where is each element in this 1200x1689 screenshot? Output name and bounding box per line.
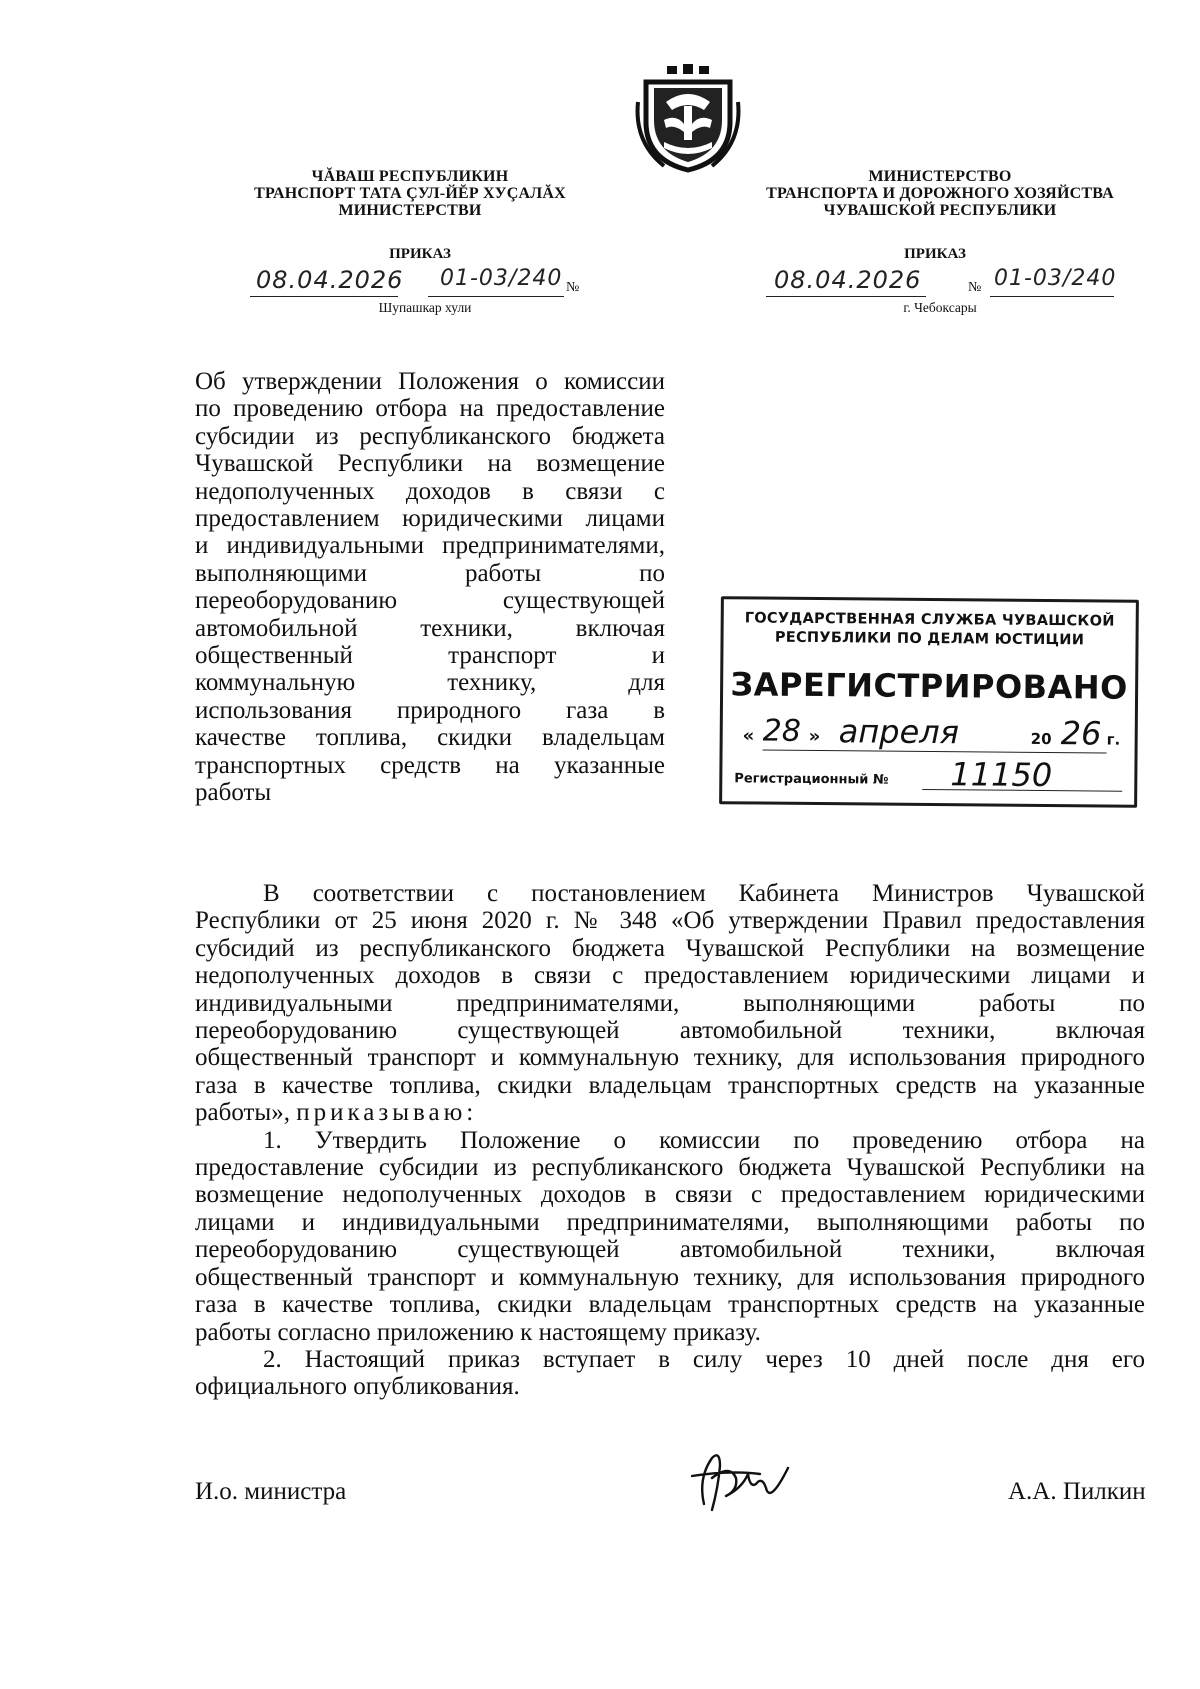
title-line: качестве топлива, скидки владельцам [195, 724, 665, 752]
body-line: индивидуальными предпринимателями, выполняющими работы по [195, 989, 1145, 1017]
title-line: коммунальную технику, для [195, 669, 665, 697]
header-right-line: ТРАНСПОРТА И ДОРОЖНОГО ХОЗЯЙСТВА [766, 185, 1114, 202]
body-line: 2. Настоящий приказ вступает в силу через 10 дней после дня его [263, 1345, 1145, 1373]
order-label-left: ПРИКАЗ [389, 246, 451, 262]
number-underline [990, 296, 1114, 297]
title-line: Об утверждении Положения о комиссии [195, 368, 665, 395]
stamp-day-handwritten: 28 [762, 713, 802, 749]
stamp-quote-close: » [808, 725, 821, 748]
header-left-line: ТРАНСПОРТ ТАТА ÇУЛ-ЙĔР ХУÇАЛĂХ [254, 185, 566, 202]
title-line: общественный транспорт и [195, 642, 665, 670]
body-line: работы согласно приложению к настоящему приказу. [195, 1318, 761, 1346]
body-line: газа в качестве топлива, скидки владельцам транспортных средств на указанные [195, 1291, 1145, 1319]
title-line: недополученных доходов в связи с [195, 477, 665, 505]
title-line: по проведению отбора на предоставление [195, 395, 665, 423]
stamp-year-mark: г. [1106, 730, 1121, 749]
title-line: Чувашской Республики на возмещение [195, 450, 665, 478]
stamp-agency-line: РЕСПУБЛИКИ ПО ДЕЛАМ ЮСТИЦИИ [774, 629, 1085, 649]
registration-stamp [719, 596, 1139, 808]
title-line: автомобильной техники, включая [195, 614, 665, 642]
body-line: переоборудованию существующей автомобильной техники, включая [195, 1017, 1145, 1045]
signatory-position: И.о. министра [195, 1478, 347, 1505]
order-number-right-handwritten: 01-03/240 [994, 266, 1117, 291]
body-line: Республики от 25 июня 2020 г. № 348 «Об утверждении Правил предоставления [195, 907, 1145, 935]
title-line: субсидии из республиканского бюджета [195, 422, 665, 450]
header-left-line: МИНИСТЕРСТВИ [338, 202, 482, 219]
body-text: работы», [195, 1099, 290, 1127]
stamp-year-prefix: 20 [1030, 729, 1052, 749]
body-line: общественный транспорт и коммунальную технику, для использования природного [195, 1263, 1145, 1291]
date-underline [766, 296, 926, 297]
title-line: транспортных средств на указанные [195, 751, 665, 779]
title-line: выполняющими работы по [195, 559, 665, 587]
stamp-quote-open: « [742, 725, 755, 747]
stamp-agency [723, 609, 1135, 651]
header-left-line: ЧĂВАШ РЕСПУБЛИКИН [311, 168, 509, 185]
body-line: субсидий из республиканского бюджета Чувашской Республики на возмещение [195, 934, 1145, 962]
number-underline [428, 296, 564, 297]
prikazyvayu-word: приказываю: [296, 1099, 478, 1127]
date-underline [250, 296, 398, 297]
body-line: 1. Утвердить Положение о комиссии по проведению отбора на [263, 1126, 1145, 1154]
signatory-name: А.А. Пилкин [1008, 1478, 1146, 1505]
header-left-chuvash [200, 168, 620, 219]
stamp-reg-label: Регистрационный № [734, 771, 889, 788]
body-line: недополученных доходов в связи с предоставлением юридическими лицами и [195, 962, 1145, 990]
handwritten-signature [690, 1448, 800, 1518]
header-right-line: ЧУВАШСКОЙ РЕСПУБЛИКИ [823, 202, 1057, 219]
place-left: Шупашкар хули [378, 300, 472, 315]
header-right-russian [720, 168, 1160, 219]
stamp-status: ЗАРЕГИСТРИРОВАНО [730, 665, 1128, 707]
body-line: переоборудованию существующей автомобильной техники, включая [195, 1236, 1145, 1264]
title-line: работы [195, 779, 272, 807]
body-line: предоставление субсидии из республиканского бюджета Чувашской Республики на [195, 1154, 1145, 1182]
body-line: лицами и индивидуальными предпринимателями, выполняющими работы по [195, 1208, 1145, 1236]
stamp-date-underline [763, 750, 1107, 754]
body-line: общественный транспорт и коммунальную технику, для использования природного [195, 1044, 1145, 1072]
body-line: газа в качестве топлива, скидки владельцам транспортных средств на указанные [195, 1071, 1145, 1099]
header-right-line: МИНИСТЕРСТВО [868, 168, 1012, 185]
document-title [195, 368, 665, 807]
stamp-agency-line: ГОСУДАРСТВЕННАЯ СЛУЖБА ЧУВАШСКОЙ [744, 610, 1115, 630]
title-line: и индивидуальными предпринимателями, [195, 532, 665, 560]
number-sign-right: № [968, 280, 982, 295]
chuvash-republic-emblem [634, 62, 742, 174]
order-date-left-handwritten: 08.04.2026 [256, 266, 404, 294]
body-line: В соответствии с постановлением Кабинета Министров Чувашской [263, 880, 1145, 907]
order-number-left-handwritten: 01-03/240 [440, 266, 563, 291]
place-right: г. Чебоксары [903, 300, 977, 315]
body-line: возмещение недополученных доходов в связи с предоставлением юридическими [195, 1181, 1145, 1209]
title-line: переоборудованию существующей [195, 587, 665, 615]
body-line [195, 1099, 1145, 1126]
order-date-right-handwritten: 08.04.2026 [774, 266, 922, 294]
title-line: использования природного газа в [195, 696, 665, 724]
stamp-reg-number-handwritten: 11150 [950, 755, 1053, 795]
document-body [195, 880, 1145, 1401]
body-line: официального опубликования. [195, 1373, 520, 1401]
stamp-month-handwritten: апреля [838, 712, 960, 752]
title-line: предоставлением юридическими лицами [195, 505, 665, 533]
number-sign-left: № [566, 280, 580, 295]
order-label-right: ПРИКАЗ [904, 246, 966, 262]
stamp-year-handwritten: 26 [1060, 714, 1102, 753]
